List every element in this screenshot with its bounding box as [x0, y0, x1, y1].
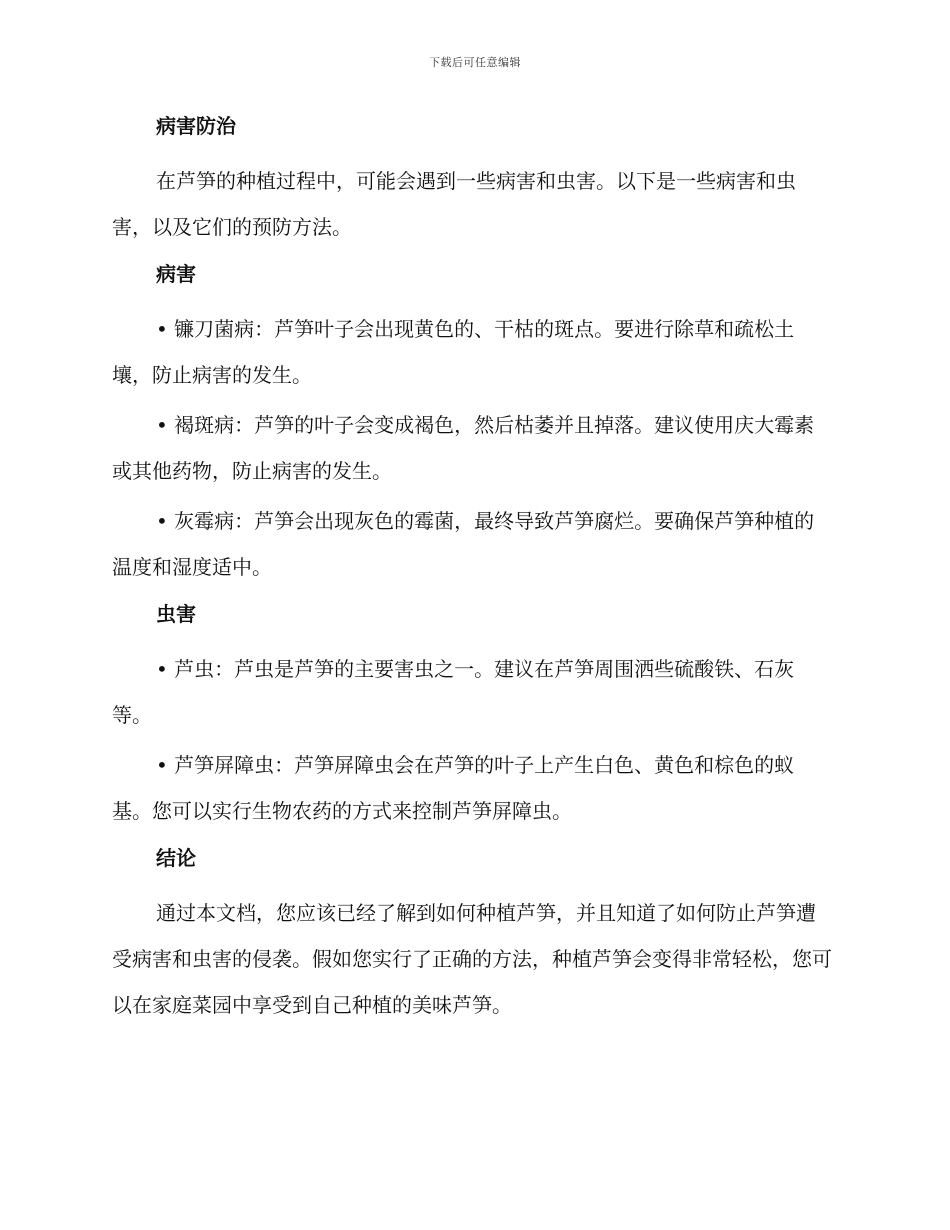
section-heading-disease-control: 病害防治 [156, 114, 236, 138]
paragraph-intro: 在芦笋的种植过程中，可能会遇到一些病害和虫害。以下是一些病害和虫害，以及它们的预防方法。 [112, 169, 796, 239]
list-item-brown-spot: • 褐斑病：芦笋的叶子会变成褐色，然后枯萎并且掉落。建议使用庆大霉素或其他药物，防止病害的发生。 [112, 413, 815, 483]
page-header: 下载后可任意编辑 [429, 56, 521, 69]
section-heading-diseases: 病害 [156, 262, 196, 286]
list-item-barrier-bug: • 芦笋屏障虫：芦笋屏障虫会在芦笋的叶子上产生白色、黄色和棕色的蚁基。您可以实行生物农药的方式来控制芦笋屏障虫。 [112, 753, 795, 823]
section-heading-conclusion: 结论 [156, 846, 196, 870]
paragraph-conclusion: 通过本文档，您应该已经了解到如何种植芦笋，并且知道了如何防止芦笋遭受病害和虫害的侵袭。假如您实行了正确的方法，种植芦笋会变得非常轻松，您可以在家庭菜园中享受到自己种植的美味芦笋。 [112, 901, 832, 1017]
list-item-reed-bug: • 芦虫：芦虫是芦笋的主要害虫之一。建议在芦笋周围洒些硫酸铁、石灰等。 [112, 657, 795, 727]
document-body [112, 110, 832, 1032]
section-heading-pests: 虫害 [156, 602, 196, 626]
list-item-fusarium: • 镰刀菌病：芦笋叶子会出现黄色的、干枯的斑点。要进行除草和疏松土壤，防止病害的发生。 [112, 317, 795, 387]
list-item-gray-mold: • 灰霉病：芦笋会出现灰色的霉菌，最终导致芦笋腐烂。要确保芦笋种植的温度和湿度适中。 [112, 509, 815, 579]
